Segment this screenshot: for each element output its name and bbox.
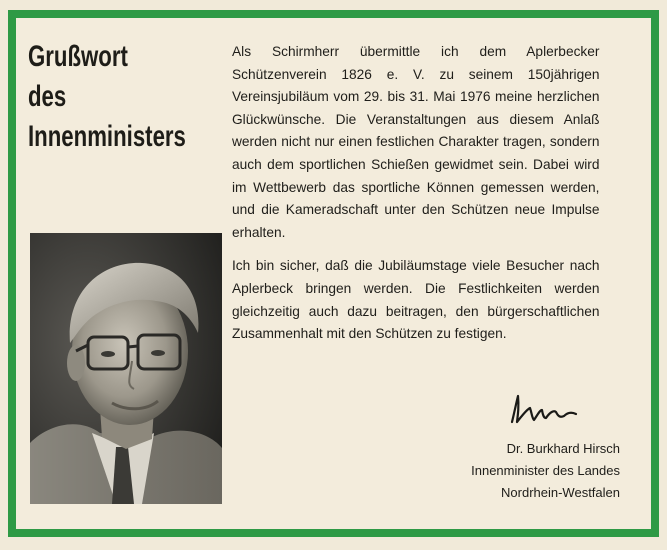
portrait-photo bbox=[30, 233, 222, 504]
signatory-role-line-2: Nordrhein-Westfalen bbox=[501, 485, 620, 500]
title-line-1: Grußwort bbox=[28, 40, 128, 73]
title-line-2: des bbox=[28, 80, 67, 113]
title-line-3: Innenministers bbox=[28, 120, 186, 153]
portrait-image bbox=[30, 233, 222, 504]
signatory-name: Dr. Burkhard Hirsch bbox=[506, 441, 620, 456]
paragraph-1: Als Schirmherr übermittle ich dem Aplerbecker Schützenverein 1826 e. V. zu seinem 150jährigen Vereinsjubiläum vom 29. bis 31. Mai 1976 meine herzlichen Glückwünsche. Die Veranstaltungen aus diesem Anlaß werden nicht nur einen festlichen Charakter tragen, sondern auch dem sportlichen Schießen gewidmet sein. Dabei wird im Wettbewerb das sportliche Können gemessen werden, und die Kameradschaft unter den Schützen neue Impulse erhalten. bbox=[232, 43, 600, 240]
greeting-text bbox=[232, 40, 600, 356]
page-title bbox=[28, 37, 186, 157]
signature-block bbox=[440, 438, 620, 504]
signature-icon bbox=[508, 392, 580, 426]
signatory-role-line-1: Innenminister des Landes bbox=[471, 463, 620, 478]
paragraph-2: Ich bin sicher, daß die Jubiläumstage viele Besucher nach Aplerbeck bringen werden. Die Festlichkeiten werden gleichzeitig auch dazu beitragen, den bürgerschaftlichen Zusammenhalt mit den Schützen zu festigen. bbox=[232, 257, 600, 342]
